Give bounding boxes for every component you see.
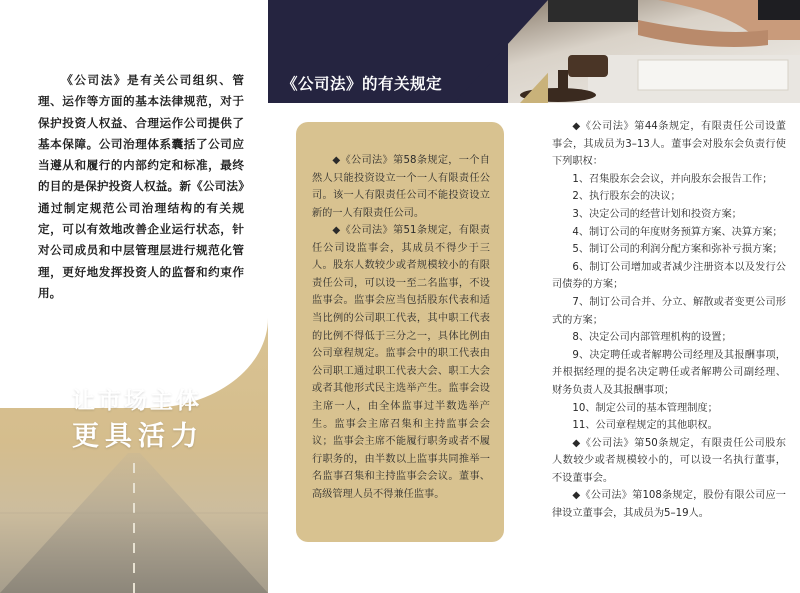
article-50-text: ◆《公司法》第50条规定，有限责任公司股东人数较少或者规模较小的，可以设一名执行董事，不设董事会。 [552, 437, 786, 484]
article-58-text: ◆《公司法》第58条规定，一个自然人只能投资设立一个一人有限责任公司。该一人有限责任公司不能投资设立新的一人有限责任公司。 [312, 155, 490, 219]
list-item: 7、制订公司合并、分立、解散或者变更公司形式的方案； [552, 296, 786, 326]
list-item: 4、制订公司的年度财务预算方案、决算方案； [572, 226, 783, 238]
list-item: 8、决定公司内部管理机构的设置； [572, 332, 732, 344]
intro-paragraph: 《公司法》是有关公司组织、管理、运作等方面的基本法律规范，对于保护投资人权益、合理运作公司提供了基本保障。公司治理体系囊括了公司应当遵从和履行的内部约定和标准，最终的目的是保护投资人权益。新《公司法》通过制定规范公司治理结构的有关规定，可以有效地改善企业运行状态，针对公司成员和中层管理层进行规范化管理，更好地发挥投资人的监督和约束作用。 [38, 73, 244, 300]
article-51-text: ◆《公司法》第51条规定，有限责任公司设监事会，其成员不得少于三人。股东人数较少或者规模较小的有限责任公司，可以设一至二名监事，不设监事会。监事会应当包括股东代表和适当比例的公司职工代表，其中职工代表的比例不得低于三分之一，具体比例由公司章程规定。监事会中的职工代表由公司职工通过职工代表大会、职工大会或者其他形式民主选举产生。监事会设主席一人，由全体监事过半数选举产生。监事会主席召集和主持监事会会议；监事会主席不能履行职务或者不履行职务的，由半数以上监事共同推举一名监事召集和主持监事会会议。董事、高级管理人员不得兼任监事。 [312, 225, 490, 500]
right-area [268, 0, 800, 593]
slogan-line-1: 让市场主体 [72, 388, 202, 414]
list-item: 9、决定聘任或者解聘公司经理及其报酬事项，并根据经理的提名决定聘任或者解聘公司副经理、财务负责人及其报酬事项； [552, 349, 786, 396]
article-44-intro: ◆《公司法》第44条规定，有限责任公司设董事会，其成员为3–13人。董事会对股东会负责行使下列职权： [552, 121, 786, 168]
list-item: 11、公司章程规定的其他职权。 [572, 420, 718, 432]
board-powers-column [552, 118, 786, 523]
list-item: 10、制定公司的基本管理制度； [572, 402, 718, 414]
list-item: 1、召集股东会会议，并向股东会报告工作； [572, 173, 773, 185]
left-panel [0, 0, 268, 593]
list-item: 2、执行股东会的决议； [572, 191, 681, 203]
list-item: 3、决定公司的经营计划和投资方案； [572, 208, 742, 220]
article-108-text: ◆《公司法》第108条规定，股份有限公司应一律设立董事会，其成员为5–19人。 [552, 490, 786, 520]
slogan-line-2: 更具活力 [72, 421, 204, 452]
list-item: 6、制订公司增加或者减少注册资本以及发行公司债券的方案； [552, 261, 786, 291]
road-illustration [0, 453, 268, 593]
section-title: 《公司法》的有关规定 [282, 75, 443, 93]
slogan [72, 384, 204, 456]
regulation-card [296, 122, 504, 542]
list-item: 5、制订公司的利润分配方案和弥补亏损方案； [572, 244, 783, 256]
